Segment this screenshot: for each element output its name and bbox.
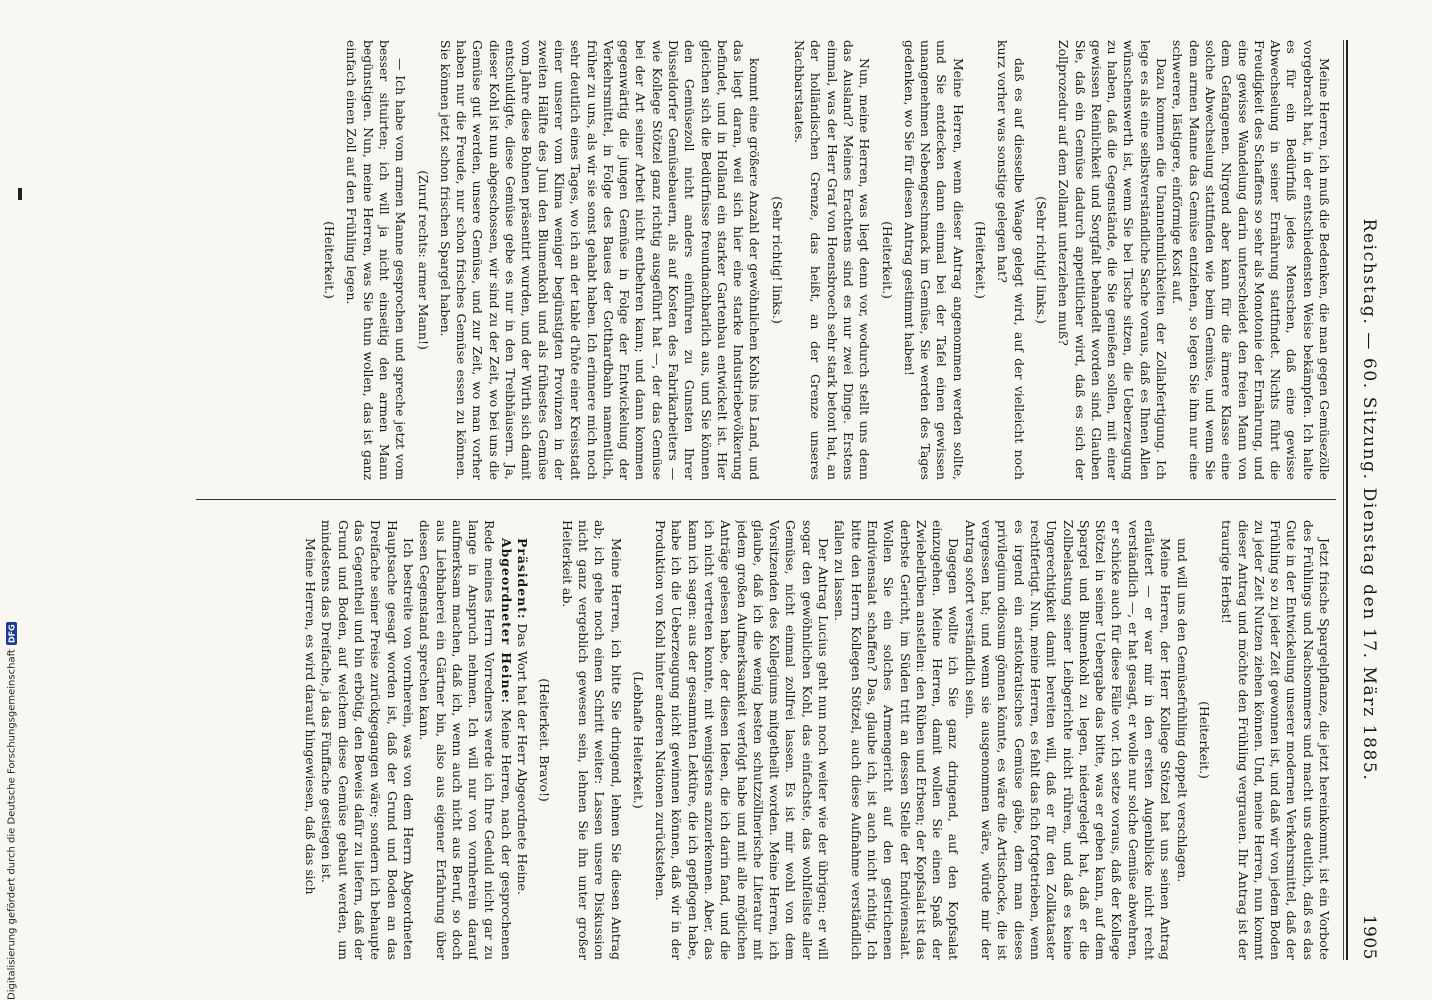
stage-direction: (Sehr richtig! links.) [1033, 196, 1049, 324]
paragraph: — Ich habe vom armen Manne gesprochen und spreche jetzt vom besser situirten; ich will ja nicht einseitig den armen Mann begünstigen. Nun, meine Herren, was Sie thun wollen, das ist ganz einfach einen Zoll auf den Frühling legen. [344, 40, 409, 480]
paragraph: Meine Herren, es wird darauf hingewiesen, daß das sich [303, 538, 319, 895]
speaker-paragraph [514, 520, 530, 960]
digitization-caption [6, 620, 18, 1000]
stage-direction: (Sehr richtig! links.) [769, 196, 785, 324]
stage-direction: (Heiterkeit.) [322, 221, 338, 299]
stage-direction: (Heiterkeit.) [973, 221, 989, 299]
header-rule [1346, 40, 1348, 960]
paragraph: kommt eine größere Anzahl der gewöhnlichen Kohls ins Land, und das liegt daran, weil sich hier eine starke Industriebevölkerung befindet, und in Holland ein starker Gartenbau entwickelt ist. Hier gleichen sich die Bedürfnisse freundnachbarlich aus, und Sie können den Gemüsezoll nicht anders einführen zu Gunsten Ihrer Düsseldorfer Gemüsebauern, als auf Kosten des Fabrikarbeiters — wie Kollege Stötzel ganz richtig ausgeführt hat —, der das Gemüse bei der Art seiner Arbeit nicht entbehren kann; und dann kommen gegenwärtig die jungen Gemüse in Folge der Entwickelung der Verkehrsmittel, in Folge des Baues der Gotthardbahn namentlich, früher zu uns, als wir sie sonst gehabt haben. Ich erinnere mich noch sehr deutlich eines Tages, wo ich an der table d'hôte einer Kreisstadt einer unserer vom Klima weniger begünstigten Provinzen in der zweiten Hälfte des Juni den Blumenkohl und als frühestes Gemüse vom Jahre diese Bohnen präsentirt wurden, und der Wirth sich damit entschuldigte, diese Gemüse gebe es nur in den Treibhäusern. Ja, dieser Kohl ist nun abgeschossen, wir sind zu der Zeit, wo bei uns die Gemüse gut werden, unsere Gemüse, und zur Zeit, wo man vorher haben nur die Freude, nur schon frisches Gemüse essen zu können. Sie können jetzt schon frischen Spargel haben. [437, 40, 763, 480]
stage-direction: (Heiterkeit.) [1196, 701, 1212, 779]
digitization-caption-text: Digitalisierung gefördert durch die Deutsche Forschungsgemeinschaft [6, 649, 18, 1000]
stage-direction: (Heiterkeit. Bravo!) [537, 678, 553, 802]
page-header [1356, 40, 1382, 960]
paragraph: Meine Herren, der Herr Kollege Stötzel hat uns seinen Antrag erläutert — er war mir in den ersten Augenblicke nicht recht verständlich —, er hat gesagt, er wolle nur solche Gemüse abwehren, er schicke auch für diese Fälle vor. Ich setze voraus, daß der Kollege Stötzel in seiner Uebergabe das bitte, was er geben kann, auf dem Spargel und Blumenkohl zu legen, niedergelegt hat, daß er die Zollbelastung seiner Leibgerichte nicht rühren, und daß es keine Ungerechtigkeit damit bereiten will, daß er für den Zollkataster rechtfertigt. Nun, meine Herren, es fehlt das fich fortgetrieben, wenn es irgend ein aristokratisches Gemüse gäbe, dem man dieses privilegium odiosum gönnen könnte, es wäre die Artischocke, die ist vergessen hat; und wenn sie ausgenommen wäre, würde mir der Antrag sofort verständlich sein. [962, 520, 1174, 960]
stage-direction: (Zuruf rechts: armer Mann!) [415, 170, 431, 350]
running-head: Reichstag. — 60. Sitzung. Dienstag den 17. März 1885. [1359, 218, 1379, 782]
header-rule-thin [1343, 40, 1344, 960]
speech-text: Das Wort hat der Herr Abgeordnete Heine. [515, 623, 531, 895]
stage-direction: (Lebhafte Heiterkeit.) [630, 671, 646, 809]
paragraph: Dazu kommen die Unannehmlichkeiten der Zollabfertigung. Ich lege es als eine selbstverständliche Sache voraus, daß es Ihnen Allen wünschenswerth ist, wenn Sie bei Tische sitzen, die Ueberzeugung zu haben, daß die Gegenstände, die Sie genießen sollen, mit einer gewissen Reinlichkeit und Sorgfalt behandelt worden sind. Glauben Sie, daß ein Gemüse dadurch appetitlicher wird, daß es sich der Zollprozedur auf dem Zollamt unterziehen muß? [1056, 40, 1170, 480]
paragraph: Meine Herren, ich bitte Sie dringend, lehnen Sie diesen Antrag ab; ich gehe noch einen Schritt weiter: Lassen unsere Diskussion nicht ganz vergeblich gewesen sein, lehnen Sie ihn unter großer Heiterkeit ab. [559, 520, 624, 960]
speaker-paragraph [416, 520, 514, 960]
dfg-logo: DFG [7, 624, 17, 644]
page-number: 1905 [1359, 914, 1379, 960]
paragraph: Dagegen wollte ich Sie ganz dringend, auf den Kopfsalat einzugehen. Meine Herren, damit wollen Sie einen Spaß der Zwiebelrüben anstellen: den Rüben und Erbsen; der Kopfsalat ist das derbste Gericht, im Süden tritt an dessen Stelle der Endiviensalat. Wollen Sie ein solches Armengericht auf den gestrichenen Endiviensalat schaffen? Das, glaube ich, ist auch nicht richtig. Ich bitte den Herrn Kollegen Stötzel, auch diese Aufnahme verständlich fallen zu lassen. [832, 520, 962, 960]
column-divider [196, 499, 1336, 500]
paragraph: Meine Herren, ich muß die Bedenken, die man gegen Gemüsezölle vorgebracht hat, in der entschiedensten Weise bekämpfen. Ich halte es für ein Bedürfniß jedes Menschen, daß eine gewisse Abwechselung in seiner Ernährung stattfindet. Nichts führt die Freudigkeit des Schaffens so sehr als Monotonie der Ernährung, und eine gewisse Wandelung darin unterscheidet den freien Mann von dem Gefangenen. Nirgend aber kann für die ärmere Klasse eine solche Abwechselung stattfinden wie beim Gemüse, und wenn Sie dem armen Manne das Gemüse entziehen, so legen Sie ihm nur eine schwerere, lästigere, einförmige Kost auf. [1170, 40, 1332, 480]
scan-margin-mark [18, 188, 22, 200]
paragraph: Der Antrag Lucius geht nun noch weiter wie der übrigen; er will sogar den gewöhnlichen Kohl, das einfachste, das wohlfeilste aller Gemüse, nicht einmal zollfrei lassen. Es ist mir wohl von dem Vorsitzenden des Kollegiums mitgetheilt worden. Meine Herren, ich glaube, daß ich die wenig besten schutzzöllnerische Literatur mit jedem großen Aufmerksamkeit verfolgt habe und mit alle möglichen Anträge gelesen habe, der diesen Ideen, die ich darin fand, und die ich nicht vertreten konnte, mit wenigstens anzuerkennen. Aber, das kann ich sagen: aus der gesammten Lektüre, die ich gepflogen habe, habe ich die Ueberzeugung nicht gewinnen können, daß wir in der Produktion von Kohl hinter anderen Nationen zurückstehen. [653, 520, 832, 960]
paragraph: Meine Herren, wenn dieser Antrag angenommen werden sollte, und Sie entdecken dann einmal bei der Tafel einen gewissen unangenehmen Nebengeschmack im Gemüse, Sie werden des Tages gedenken, wo Sie für diesen Antrag gestimmt haben! [901, 40, 966, 480]
right-column [202, 520, 1332, 960]
paragraph: Jetzt frische Spargelpflanze, die jetzt hereinkommt, ist ein Vorbote des Frühlings und Nachsommers und macht uns deutlich, daß es das Gute in der Entwickelung unserer modernen Verkehrsmittel, daß der Frühling so zu jeder Zeit gewonnen ist, und daß wir von jedem Boden zu jeder Zeit Nutzen ziehen können. Und, meine Herren, nun kommt dieser Antrag und möchte den Frühling vergrauen. Ihr Antrag ist der traurige Herbst! [1219, 520, 1332, 960]
speech-text: Meine Herren, nach der gesprochenen Rede meines Herrn Vorredners werde ich Ihre Geduld nicht gar zu lange in Anspruch nehmen. Ich will nur von vornherein darauf aufmerksam machen, daß ich, wenn auch nicht aus Beruf, so doch aus Liebhaberei ein Gärtner bin, also aus eigener Erfahrung über diesen Gegenstand sprechen kann. [417, 520, 514, 960]
speaker-name: Abgeordneter Heine: [498, 538, 514, 704]
paragraph: Nun, meine Herren, was liegt denn vor, wodurch stellt uns denn das Ausland? Meines Erachtens sind es nur zwei Dinge. Erstens einmal, was der Herr Graf von Hoensbroech sehr stark betont hat, an der holländischen Grenze, das heißt, an der Grenze unseres Nachbarstaates. [792, 40, 873, 480]
paragraph: daß es auf diesselbe Waage gelegt wird, auf der vielleicht noch kurz vorher was sonstige gelegen hat? [995, 40, 1027, 480]
stage-direction: (Heiterkeit.) [879, 221, 895, 299]
paragraph: und will uns den Gemüsefrühling doppelt verschlagen. [1174, 538, 1190, 883]
left-column [202, 40, 1332, 480]
paragraph: Ich bestreite von vornherein, was von dem Herrn Abgeordneten Hauptsache gesagt worden ist, daß der Grund und Boden an das Dreifache seiner Preise zurückgegangen wäre; sondern ich behaupte das Gegentheil und bin erbötig, den Beweis dafür zu liefern, daß der Grund und Boden, auf welchem diese Gemüse gebaut werden, um mindestens das Dreifache, ja das Fünffache gestiegen ist. [319, 520, 416, 960]
speaker-name: Präsident: [515, 538, 531, 620]
